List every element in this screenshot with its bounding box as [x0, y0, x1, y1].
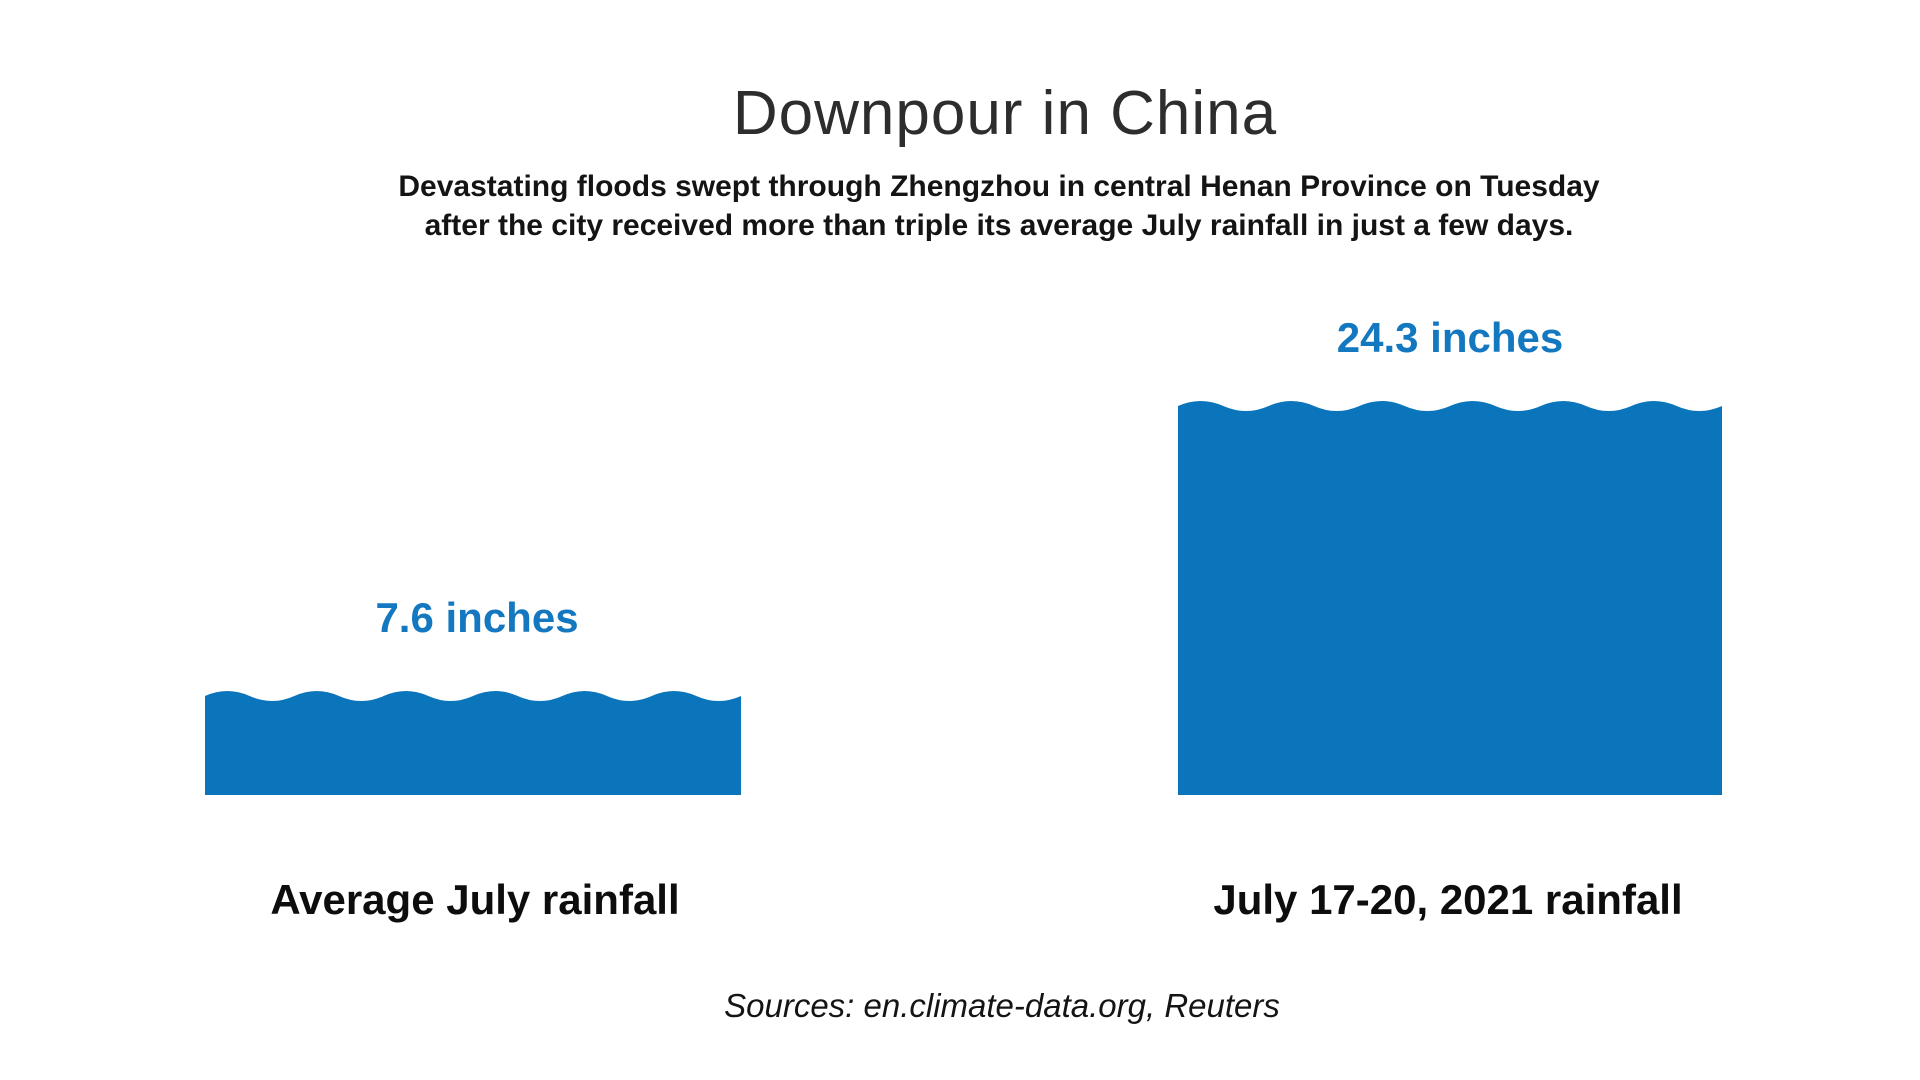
bar-body — [1178, 411, 1722, 795]
chart-subtitle-line2: after the city received more than triple its average July rainfall in just a few days. — [424, 209, 1574, 242]
bar-average-july-rainfall — [205, 686, 741, 795]
water-wave-icon — [205, 686, 741, 702]
chart-subtitle-line1: Devastating floods swept through Zhengzhou in central Henan Province on Tuesday — [398, 170, 1600, 203]
category-label-july-2021: July 17-20, 2021 rainfall — [1213, 876, 1683, 923]
water-wave-icon — [1178, 396, 1722, 412]
chart-subtitle — [398, 167, 1599, 245]
source-note: Sources: en.climate-data.org, Reuters — [724, 987, 1280, 1024]
bar-july-2021-rainfall — [1178, 396, 1722, 795]
category-label-average-july: Average July rainfall — [270, 876, 680, 923]
chart-title: Downpour in China — [732, 78, 1278, 148]
value-label-july-2021: 24.3 inches — [1336, 314, 1564, 361]
bar-body — [205, 701, 741, 795]
value-label-average-july: 7.6 inches — [375, 594, 579, 641]
